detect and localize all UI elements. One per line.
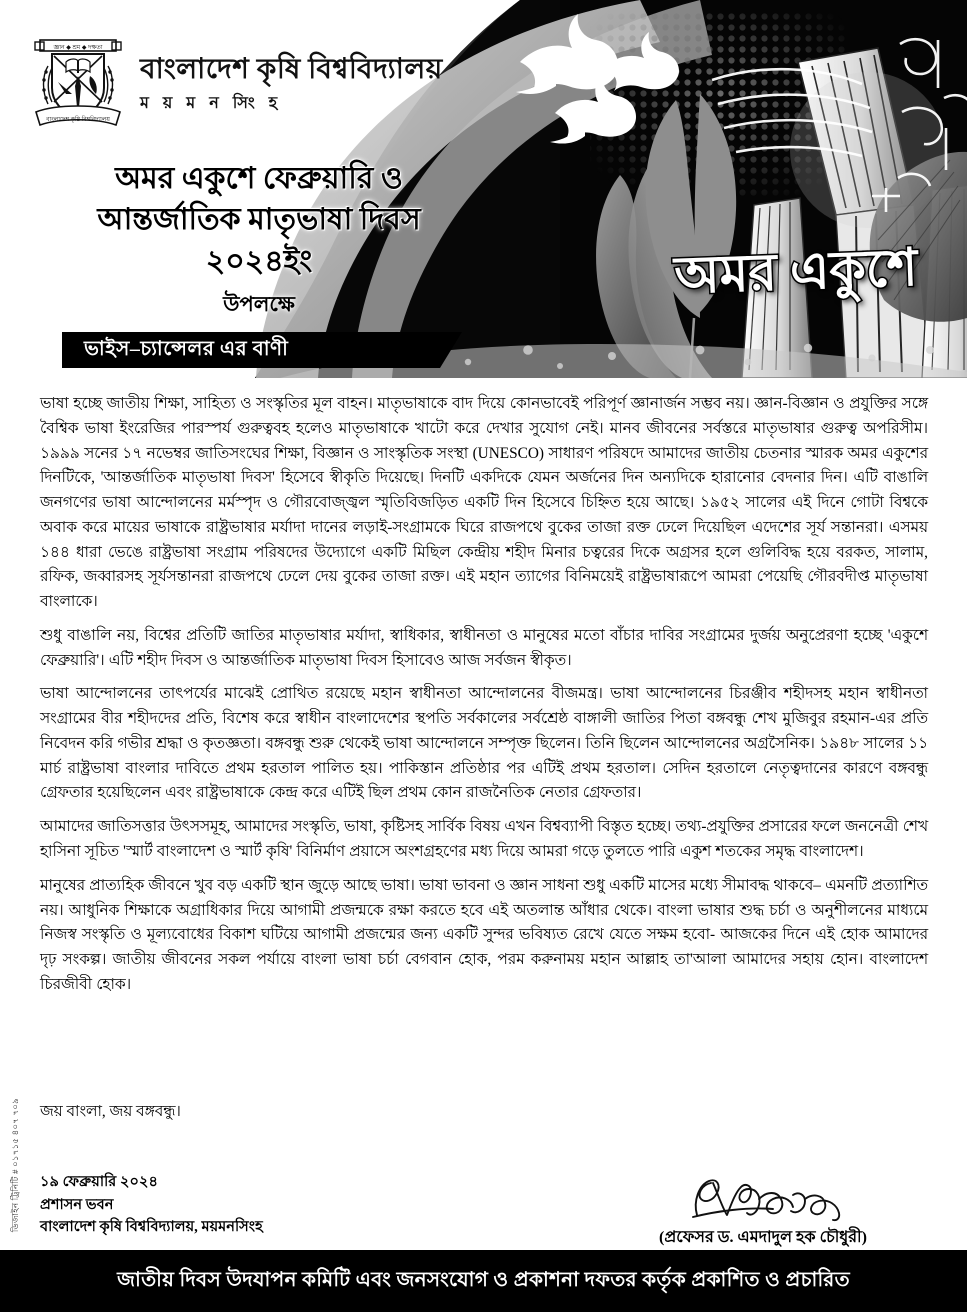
occasion-title-block [44,158,474,323]
message-paragraph: আমাদের জাতিসত্তার উৎসসমূহ, আমাদের সংস্কৃতি, ভাষা, কৃষ্টিসহ সার্বিক বিষয় এখন বিশ্বব্যাপী বিস্তৃত হচ্ছে। তথ্য-প্রযুক্তির প্রসারের ফলে জননেত্রী শেখ হাসিনা সূচিত 'স্মার্ট বাংলাদেশ ও স্মার্ট কৃষি' বিনির্মাণ প্রয়াসে অংশগ্রহণের মধ্য দিয়ে আমরা গড়ে তুলতে পারি একুশ শতকের সমৃদ্ধ বাংলাদেশ। [40,818,928,861]
occasion-line-1: অমর একুশে ফেব্রুয়ারি ও [115,162,403,195]
vc-message-ribbon [62,332,440,368]
signature-block [40,1100,928,1250]
occasion-subtitle: উপলক্ষে [223,292,295,317]
side-rule-divider [14,1252,15,1282]
bau-crest-icon [26,32,130,136]
vc-message-body [40,392,928,1007]
signatory-name: (প্রফেসর ড. এমদাদুল হক চৌধুরী) [659,1229,867,1246]
footer-bar [0,1250,967,1312]
message-paragraph: ভাষা হচ্ছে জাতীয় শিক্ষা, সাহিত্য ও সংস্কৃতির মূল বাহন। মাতৃভাষাকে বাদ দিয়ে কোনভাবেই পরিপূর্ণ জ্ঞানার্জন সম্ভব নয়। জ্ঞান-বিজ্ঞান ও প্রযুক্তির সঙ্গে বৈশ্বিক ভাষা ইংরেজির পারস্পর্য গুরুত্ববহ হলেও মাতৃভাষাকে খাটো করে দেখার সুযোগ নেই। মানব জীবনের সর্বস্তরে মাতৃভাষার গুরুত্ব অপরিসীম। ১৯৯৯ সনের ১৭ নভেম্বর জাতিসংঘের শিক্ষা, বিজ্ঞান ও সাংস্কৃতিক সংস্থা (UNESCO) সাধারণ পরিষদে আমাদের জাতীয় চেতনার স্মারক অমর একুশের দিনটিকে, 'আন্তর্জাতিক মাতৃভাষা দিবস' হিসেবে স্বীকৃতি দিয়েছে। দিনটি একদিকে যেমন অর্জনের দিন অন্যদিকে হারানোর বেদনার দিন। এটি বাঙালি জনগণের ভাষা আন্দোলনের মর্মস্পৃদ ও গৌরবোজ্জ্বল স্মৃতিবিজড়িত একটি দিন হিসেবে চিহ্নিত হয়ে আছে। ১৯৫২ সালের এই দিনে গোটা বিশ্বকে অবাক করে মায়ের ভাষাকে রাষ্ট্রভাষার মর্যাদা দানের লড়াই-সংগ্রামকে ঘিরে রাজপথে বুকের তাজা রক্ত ঢেলে দিয়েছিল এদেশের সূর্য সন্তানরা। এসময় ১৪৪ ধারা ভেঙে রাষ্ট্রভাষা সংগ্রাম পরিষদের উদ্যোগে একটি মিছিল কেন্দ্রীয় শহীদ মিনার চত্বরের দিকে অগ্রসর হলে গুলিবিদ্ধ হয়ে বরকত, সালাম, রফিক, জব্বারসহ সূর্যসন্তানরা রাজপথে ঢেলে দেয় বুকের তাজা রক্ত। এই মহান ত্যাগের বিনিময়েই রাষ্ট্রভাষারূপে আমরা পেয়েছি গৌরবদীপ্ত মাতৃভাষা বাংলাকে। [40,395,928,611]
artwork-caption [669,194,922,353]
occasion-line-2: আন্তর্জাতিক মাতৃভাষা দিবস [97,203,421,237]
footer-publisher-text: জাতীয় দিবস উদযাপন কমিটি এবং জনসংযোগ ও প্রকাশনা দফতর কর্তৃক প্রকাশিত ও প্রচারিত [117,1268,850,1291]
university-identity [140,54,443,117]
office-address: বাংলাদেশ কৃষি বিশ্ববিদ্যালয়, ময়মনসিংহ [40,1219,263,1236]
designer-credit-text: ডিজাইন ট্রিনিটি # ০১৭১৫ ৪০৭ ৭০৯ [10,1098,20,1233]
header-artwork-band [0,0,967,378]
office-building: প্রশাসন ভবন [40,1196,114,1213]
message-paragraph: ভাষা আন্দোলনের তাৎপর্যের মাঝেই প্রোথিত রয়েছে মহান স্বাধীনতা আন্দোলনের বীজমন্ত্র। ভাষা আন্দোলনের চিরঞ্জীব শহীদসহ মহান স্বাধীনতা সংগ্রামের বীর শহীদদের প্রতি, বিশেষ করে স্বাধীন বাংলাদেশের স্থপতি সর্বকালের সর্বশ্রেষ্ঠ বাঙ্গালী জাতির পিতা বঙ্গবন্ধু শেখ মুজিবুর রহমান-এর প্রতি নিবেদন করি গভীর শ্রদ্ধা ও কৃতজ্ঞতা। বঙ্গবন্ধু শুরু থেকেই ভাষা আন্দোলনে সম্পৃক্ত ছিলেন। তিনি ছিলেন আন্দোলনের অগ্রসৈনিক। ১৯৪৮ সালের ১১ মার্চ রাষ্ট্রভাষা বাংলার দাবিতে প্রথম হরতাল পালিত হয়। পাকিস্তান প্রতিষ্ঠার পর এটিই প্রথম হরতাল। সেদিন হরতালে নেতৃত্বদানের কারণে বঙ্গবন্ধু গ্রেফতার হয়েছিলেন এবং রাষ্ট্রভাষাকে কেন্দ্র করে এটিই ছিল প্রথম কোন রাজনৈতিক নেতার গ্রেফতার। [40,685,928,802]
vc-message-ribbon-label: ভাইস–চ্যান্সেলর এর বাণী [84,337,289,360]
sender-details [40,1171,263,1239]
bau-crest-logo [26,32,130,136]
designer-credit [4,1098,26,1246]
svg-text:বাংলাদেশ কৃষি বিশ্ববিদ্যালয়: বাংলাদেশ কৃষি বিশ্ববিদ্যালয় [46,117,110,123]
message-paragraph: শুধু বাঙালি নয়, বিশ্বের প্রতিটি জাতির মাতৃভাষার মর্যাদা, স্বাধিকার, স্বাধীনতা ও মানুষের মতো বাঁচার দাবির সংগ্রামের দুর্জয় অনুপ্রেরণা হচ্ছে 'একুশে ফেব্রুয়ারি'। এটি শহীদ দিবস ও আন্তর্জাতিক মাতৃভাষা দিবস হিসাবেও আজ সর্বজন স্বীকৃত। [40,626,928,669]
closing-slogan: জয় বাংলা, জয় বঙ্গবন্ধু। [40,1103,181,1120]
university-city: ম য় ম ন সিং হ [140,95,283,113]
university-name: বাংলাদেশ কৃষি বিশ্ববিদ্যালয় [140,54,443,85]
handwritten-signature [663,1171,863,1223]
svg-text:জ্ঞান ◆ শ্রম ◆ দক্ষতা: জ্ঞান ◆ শ্রম ◆ দক্ষতা [53,45,103,51]
message-paragraph: মানুষের প্রাত্যহিক জীবনে খুব বড় একটি স্থান জুড়ে আছে ভাষা। ভাষা ভাবনা ও জ্ঞান সাধনা শুধু একটি মাসের মধ্যে সীমাবদ্ধ থাকবে– এমনটি প্রত্যাশিত নয়। আধুনিক শিক্ষাকে অগ্রাধিকার দিয়ে আগামী প্রজন্মকে রক্ষা করতে হবে এই অতলান্ত আঁধার থেকে। বাংলা ভাষার শুদ্ধ চর্চা ও অনুশীলনের মাধ্যমে নিজস্ব সংস্কৃতি ও মূল্যবোধের বিকাশ ঘটিয়ে আগামী প্রজন্মের জন্য একটি সুন্দর ভবিষ্যত রেখে যেতে সক্ষম হবো- আজকের দিনে এই হোক আমাদের দৃঢ় সংকল্প। জাতীয় জীবনের সকল পর্যায়ে বাংলা ভাষা চর্চা বেগবান হোক, পরম করুনাময় মহান আল্লাহ তা'আলা আমাদের সহায় হোন। বাংলাদেশ চিরজীবী হোক। [40,876,928,993]
message-date: ১৯ ফেব্রুয়ারি ২০২৪ [40,1174,158,1190]
occasion-line-3: ২০২৪ইং [205,244,313,278]
artwork-caption-text: অমর একুশে [673,239,919,306]
